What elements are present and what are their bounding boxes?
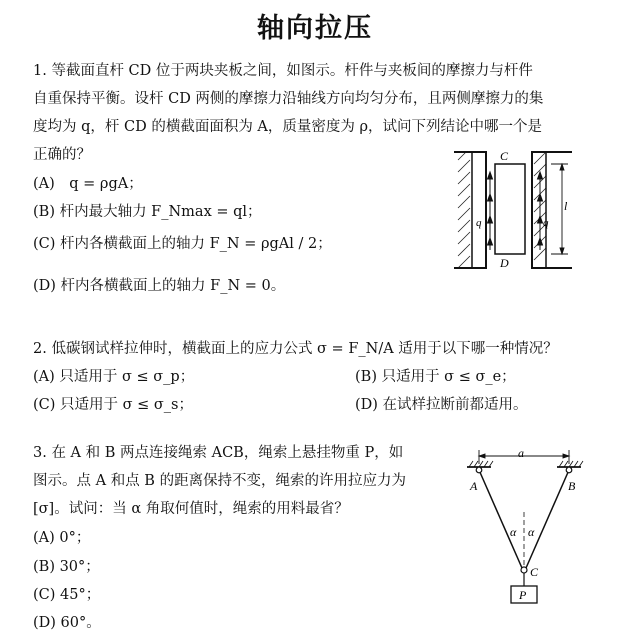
q2-option-a: (A) 只适用于 σ ≤ σ_p； — [33, 369, 195, 385]
label-c: C — [500, 149, 509, 163]
rod-cd — [495, 164, 525, 254]
label-a: A — [470, 479, 478, 493]
q1-option-b: (B) 杆内最大轴力 F_Nmax = ql； — [33, 204, 262, 220]
pin-a — [476, 467, 482, 473]
q3-stem-line-1: 3. 在 A 和 B 两点连接绳索 ACB，绳索上悬挂物重 P，如 — [33, 445, 404, 461]
rope-ac — [479, 470, 522, 568]
q2-option-d: (D) 在试样拉断前都适用。 — [355, 397, 528, 413]
q2-option-b: (B) 只适用于 σ ≤ σ_e； — [355, 369, 516, 385]
q3-option-d: (D) 60°。 — [33, 615, 101, 631]
q1-option-d: (D) 杆内各横截面上的轴力 F_N = 0。 — [33, 278, 286, 294]
q1-stem-line-4: 正确的？ — [33, 147, 91, 163]
q2-stem: 2. 低碳钢试样拉伸时，横截面上的应力公式 σ = F_N/A 适用于以下哪一种情况？ — [33, 341, 558, 357]
page-title: 轴向拉压 — [257, 13, 373, 44]
rope-bc — [526, 470, 569, 568]
label-l: l — [564, 199, 568, 213]
q1-stem-line-2: 自重保持平衡。设杆 CD 两侧的摩擦力沿轴线方向均匀分布，且两侧摩擦力的集 — [33, 91, 544, 107]
label-d: D — [500, 256, 509, 270]
label-q-left: q — [476, 217, 482, 229]
q2-option-c: (C) 只适用于 σ ≤ σ_s； — [33, 397, 193, 413]
q1-option-c: (C) 杆内各横截面上的轴力 F_N = ρgAl / 2； — [33, 236, 332, 252]
q3-figure-rope — [462, 446, 592, 608]
label-q-right: q — [543, 217, 549, 229]
q3-stem-line-3: [σ]。试问：当 α 角取何值时，绳索的用料最省？ — [33, 501, 349, 517]
left-friction-arrows — [488, 172, 493, 250]
q3-option-c: (C) 45°； — [33, 587, 101, 603]
q1-option-a: (A) q = ρgA； — [33, 176, 143, 192]
q1-stem-line-3: 度均为 q，杆 CD 的横截面面积为 A，质量密度为 ρ，试问下列结论中哪一个是 — [33, 119, 543, 135]
label-a-span: a — [518, 446, 524, 460]
label-alpha-left: α — [510, 525, 517, 539]
q3-option-a: (A) 0°； — [33, 530, 91, 546]
support-b — [557, 461, 583, 467]
q3-stem-line-2: 图示。点 A 和点 B 的距离保持不变，绳索的许用拉应力为 — [33, 473, 407, 489]
label-alpha-right: α — [528, 525, 535, 539]
q3-option-b: (B) 30°； — [33, 559, 100, 575]
label-c-node: C — [530, 565, 539, 579]
node-c — [521, 567, 527, 573]
label-p: P — [519, 588, 527, 602]
q1-figure-clamped-rod — [450, 146, 615, 276]
support-a — [467, 461, 493, 467]
q1-stem-line-1: 1. 等截面直杆 CD 位于两块夹板之间，如图示。杆件与夹板间的摩擦力与杆件 — [33, 63, 533, 79]
pin-b — [566, 467, 572, 473]
label-b: B — [568, 479, 576, 493]
